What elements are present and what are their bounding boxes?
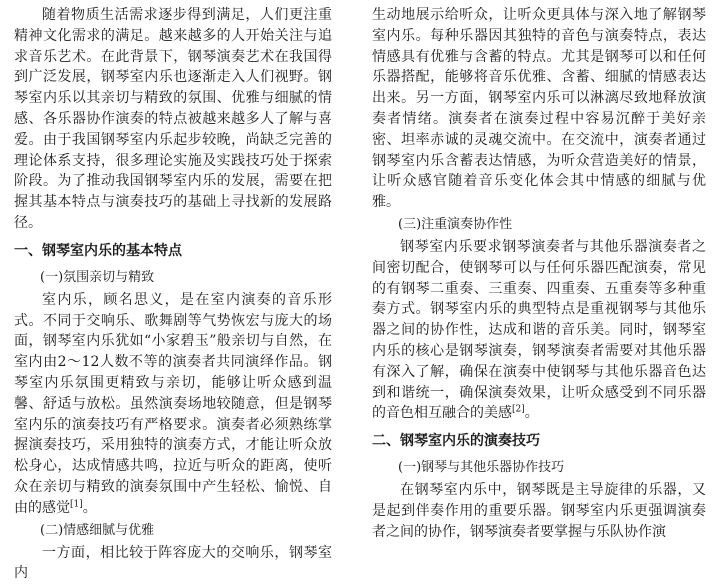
subsection1-end: 。: [82, 499, 97, 516]
subsection2-paragraph-start: 一方面，相比较于阵容庞大的交响乐，钢琴室内: [14, 544, 332, 582]
continuation-paragraph: 生动地展示给听众，让听众更具体与深入地了解钢琴室内乐。每种乐器因其独特的音色与演奏特点，表达情感具有优雅与含蓄的特点。尤其是钢琴可以和任何乐器搭配，能够将音乐优雅、含蓄、细腻的情感表达出来。另一方面，钢琴室内乐可以淋漓尽致地释放演奏者情绪。演奏者在演奏过程中容易沉醉于美好亲密、坦率赤诚的灵魂交流中。在交流中，演奏者通过钢琴室内乐含蓄表达情感，为听众营造美好的情景，让听众感官随着音乐变化体会其中情感的细腻与优雅。: [372, 7, 706, 211]
subsection3-text: 钢琴室内乐要求钢琴演奏者与其他乐器演奏者之间密切配合，使钢琴可以与任何乐器匹配演奏，常见的有钢琴二重奏、三重奏、四重奏、五重奏等多种重奏方式。钢琴室内乐的典型特点是重视钢琴与其他乐器之间的协作性，达成和谐的音乐美。同时，钢琴室内乐的核心是钢琴演奏，钢琴演奏者需要对其他乐器有深入了解，确保在演奏中使钢琴与其他乐器音色达到和谐统一，确保演奏效果，让听众感受到不同乐器的音色相互融合的美感: [372, 238, 706, 422]
subsection4-heading: (一)钢琴与其他乐器协作技巧: [398, 460, 565, 476]
subsection3-paragraph: [372, 237, 706, 424]
intro-paragraph: 随着物质生活需求逐步得到满足，人们更注重精神文化需求的满足。越来越多的人开始关注与追求音乐艺术。在此背景下，钢琴演奏艺术在我国得到广泛发展，钢琴室内乐也逐渐走入人们视野。钢琴室内乐以其亲切与精致的氛围、优雅与细腻的情感、各乐器协作演奏的特点被越来越多人了解与喜爱。由于我国钢琴室内乐起步较晚，尚缺乏完善的理论体系支持，很多理论实施及实践技巧处于探索阶段。为了推动我国钢琴室内乐的发展，需要在把握其基本特点与演奏技巧的基础上寻找新的发展路径。: [14, 7, 332, 231]
subsection1-paragraph: [14, 290, 332, 519]
subsection2-heading: (二)情感细腻与优雅: [40, 522, 155, 538]
section2-heading: 二、钢琴室内乐的演奏技巧: [372, 433, 540, 450]
section1-heading: 一、钢琴室内乐的基本特点: [14, 242, 182, 259]
right-column: [372, 5, 706, 543]
left-column: [14, 5, 332, 584]
subsection4-paragraph: 在钢琴室内乐中，钢琴既是主导旋律的乐器，又是起到伴奏作用的重要乐器。钢琴室内乐更强调演奏者之间的协作，钢琴演奏者要掌握与乐队协作演: [372, 482, 706, 540]
citation-2: [2]: [512, 404, 525, 415]
subsection1-text: 室内乐，顾名思义，是在室内演奏的音乐形式。不同于交响乐、歌舞剧等气势恢宏与庞大的场面，钢琴室内乐犹如“小家碧玉”般亲切与自然，在室内由2～12人数不等的演奏者共同演绎作品。钢琴室内乐氛围更精致与亲切，能够让听众感到温馨、舒适与放松。虽然演奏场地较随意，但是钢琴室内乐的演奏技巧有严格要求。演奏者必须熟练掌握演奏技巧，采用独特的演奏方式，才能让听众放松身心，达成情感共鸣，拉近与听众的距离，使听众在亲切与精致的演奏氛围中产生轻松、愉悦、自由的感觉: [14, 291, 332, 516]
subsection1-heading: (一)氛围亲切与精致: [40, 269, 155, 285]
citation-1: [1]: [70, 499, 83, 510]
subsection3-heading: (三)注重演奏协作性: [398, 216, 513, 232]
subsection3-end: 。: [524, 405, 539, 422]
